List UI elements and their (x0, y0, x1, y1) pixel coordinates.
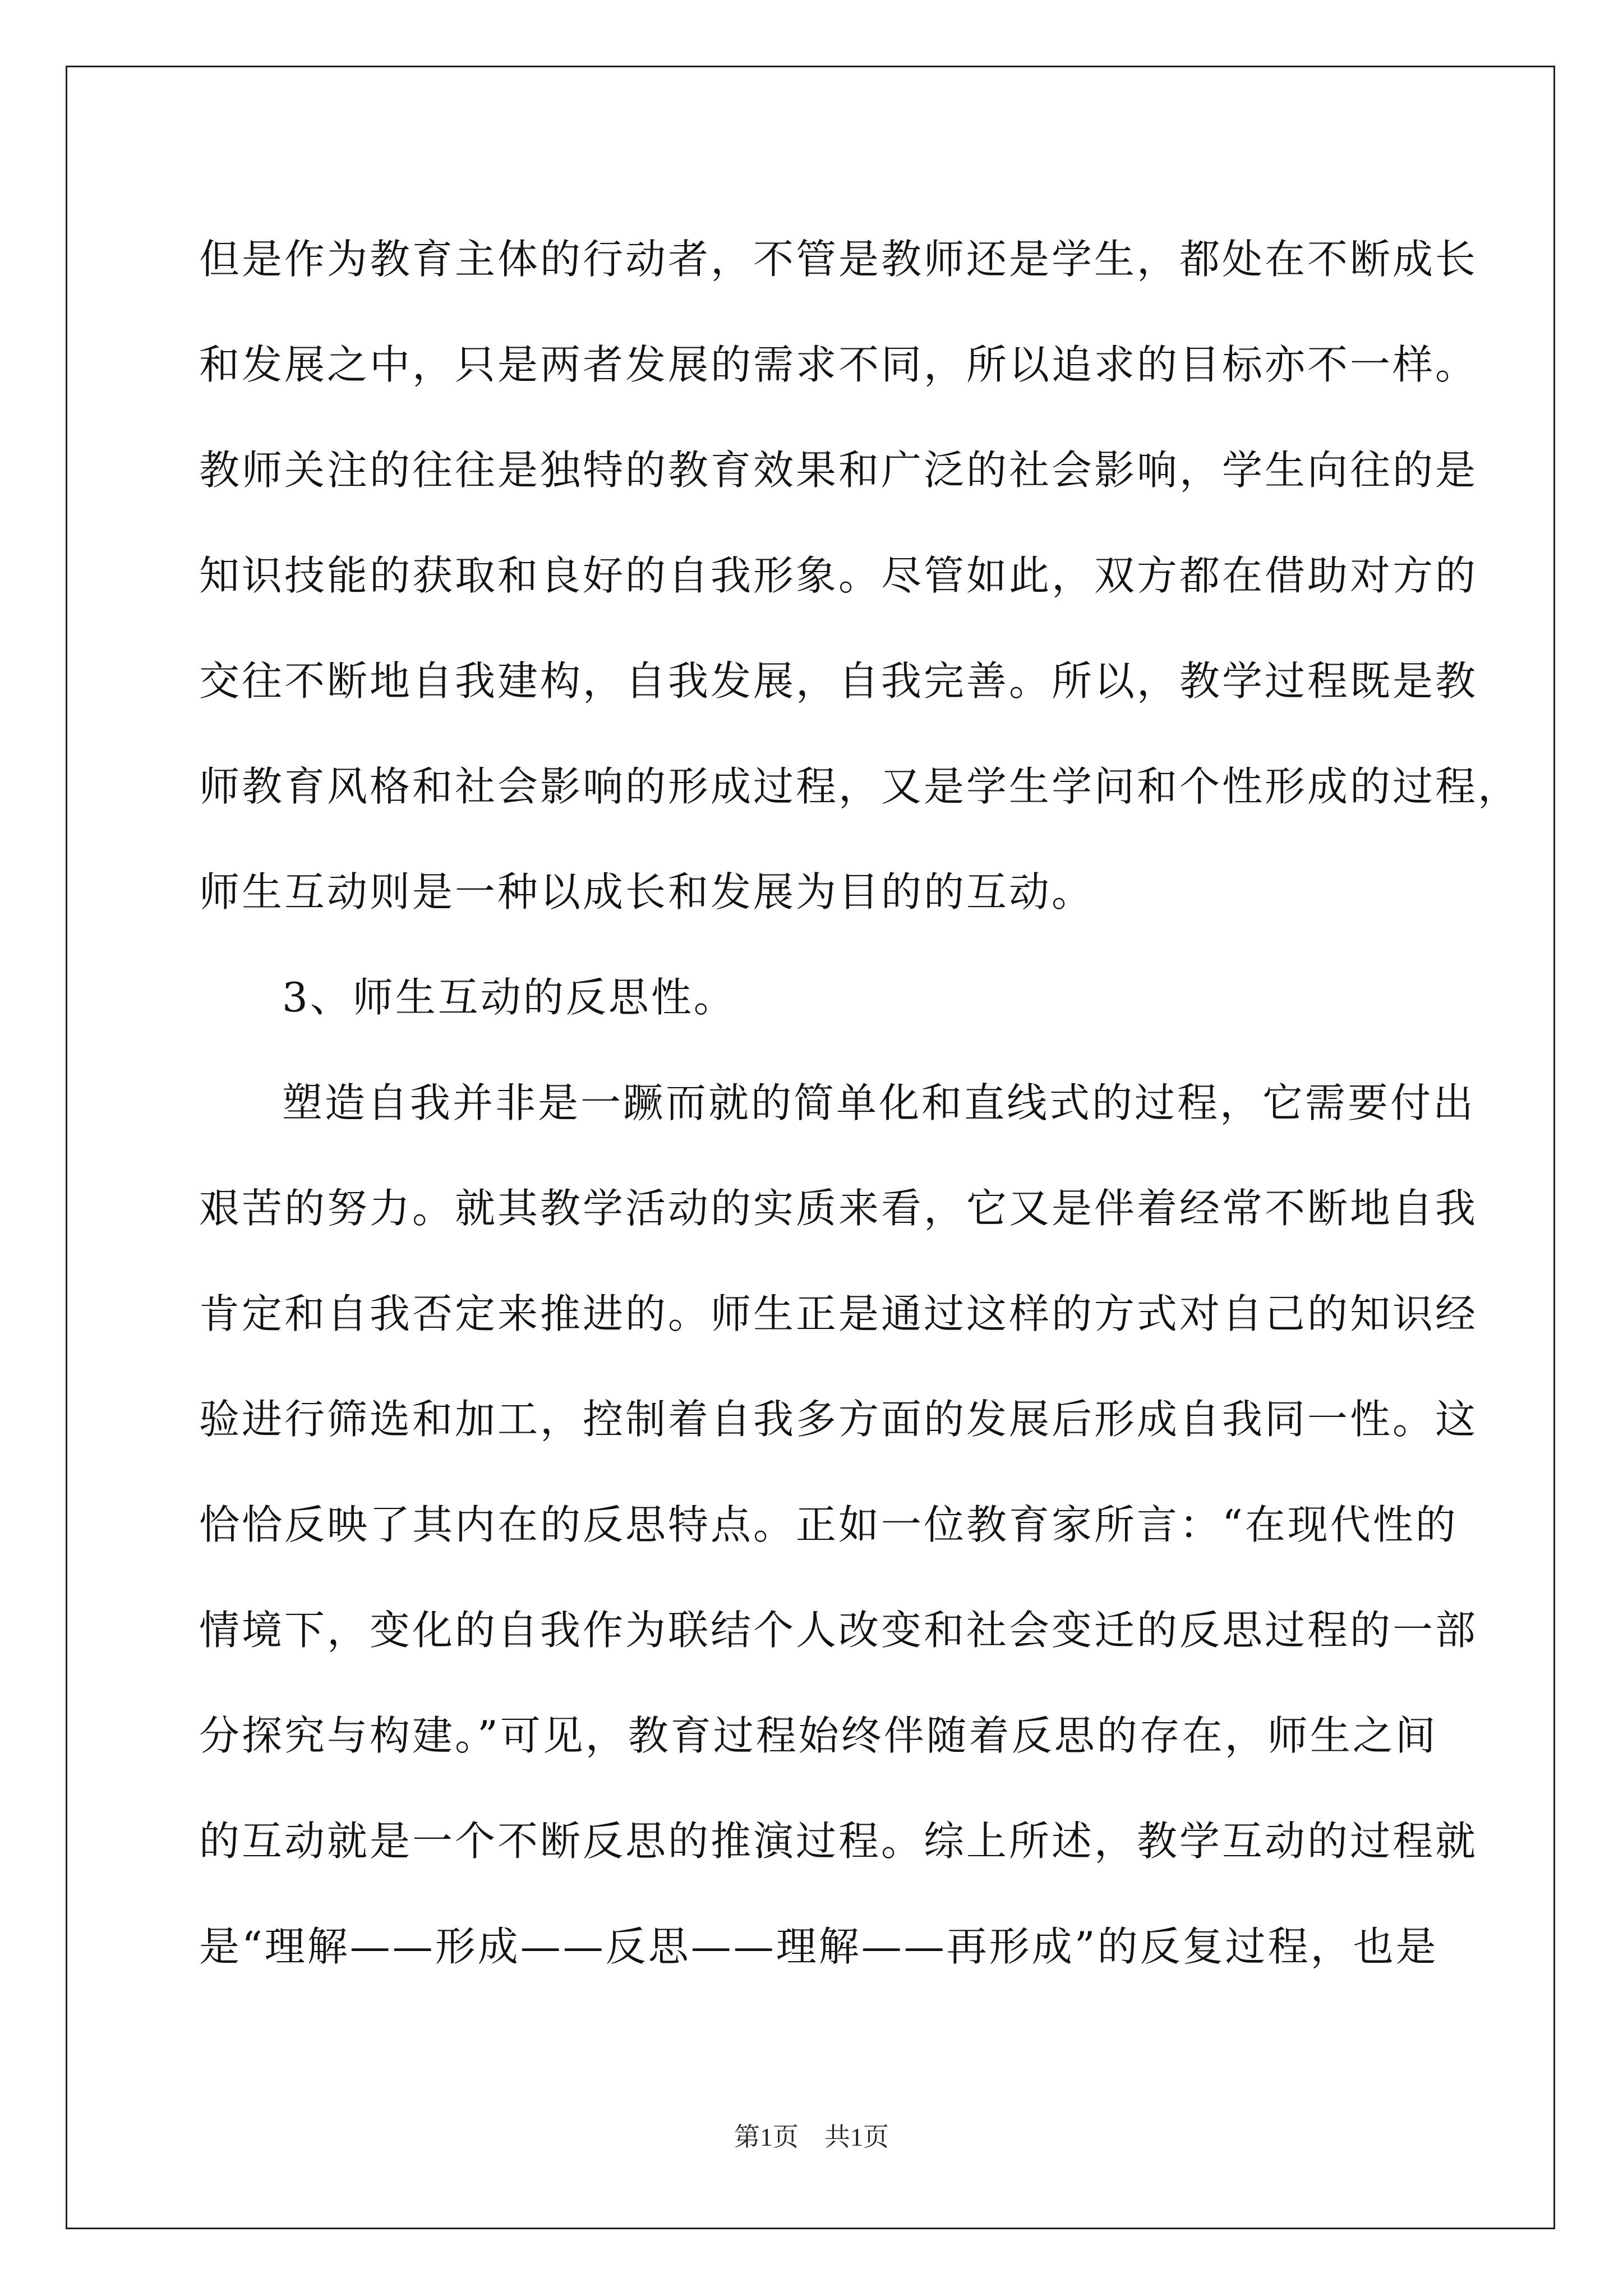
text-line: 师教育风格和社会影响的形成过程，又是学生学问和个性形成的过程， (199, 763, 1521, 810)
text-line: 但是作为教育主体的行动者，不管是教师还是学生，都处在不断成长 (199, 236, 1478, 283)
section-heading: 3、师生互动的反思性。 (282, 974, 736, 1021)
text-line: 情境下，变化的自我作为联结个人改变和社会变迁的反思过程的一部 (199, 1607, 1478, 1654)
text-line: 分探究与构建。”可见，教育过程始终伴随着反思的存在，师生之间 (199, 1712, 1438, 1759)
text-line: 肯定和自我否定来推进的。师生正是通过这样的方式对自己的知识经 (199, 1290, 1478, 1337)
text-line: 验进行筛选和加工，控制着自我多方面的发展后形成自我同一性。这 (199, 1396, 1478, 1443)
text-line: 是“理解——形成——反思——理解——再形成”的反复过程，也是 (199, 1923, 1438, 1970)
text-line: 知识技能的获取和良好的自我形象。尽管如此，双方都在借助对方的 (199, 552, 1478, 599)
text-line: 恰恰反映了其内在的反思特点。正如一位教育家所言：“在现代性的 (199, 1501, 1458, 1548)
text-line: 艰苦的努力。就其教学活动的实质来看，它又是伴着经常不断地自我 (199, 1185, 1478, 1232)
text-line: 的互动就是一个不断反思的推演过程。综上所述，教学互动的过程就 (199, 1818, 1478, 1865)
text-line: 交往不断地自我建构，自我发展，自我完善。所以，教学过程既是教 (199, 657, 1478, 705)
text-line: 塑造自我并非是一蹶而就的简单化和直线式的过程，它需要付出 (282, 1079, 1476, 1126)
text-line: 教师关注的往往是独特的教育效果和广泛的社会影响，学生向往的是 (199, 447, 1478, 494)
text-line: 和发展之中，只是两者发展的需求不同，所以追求的目标亦不一样。 (199, 341, 1478, 388)
document-body (199, 206, 1521, 1999)
page-footer: 第1页 共1页 (734, 2123, 889, 2151)
text-line: 师生互动则是一种以成长和发展为目的的互动。 (199, 868, 1095, 915)
